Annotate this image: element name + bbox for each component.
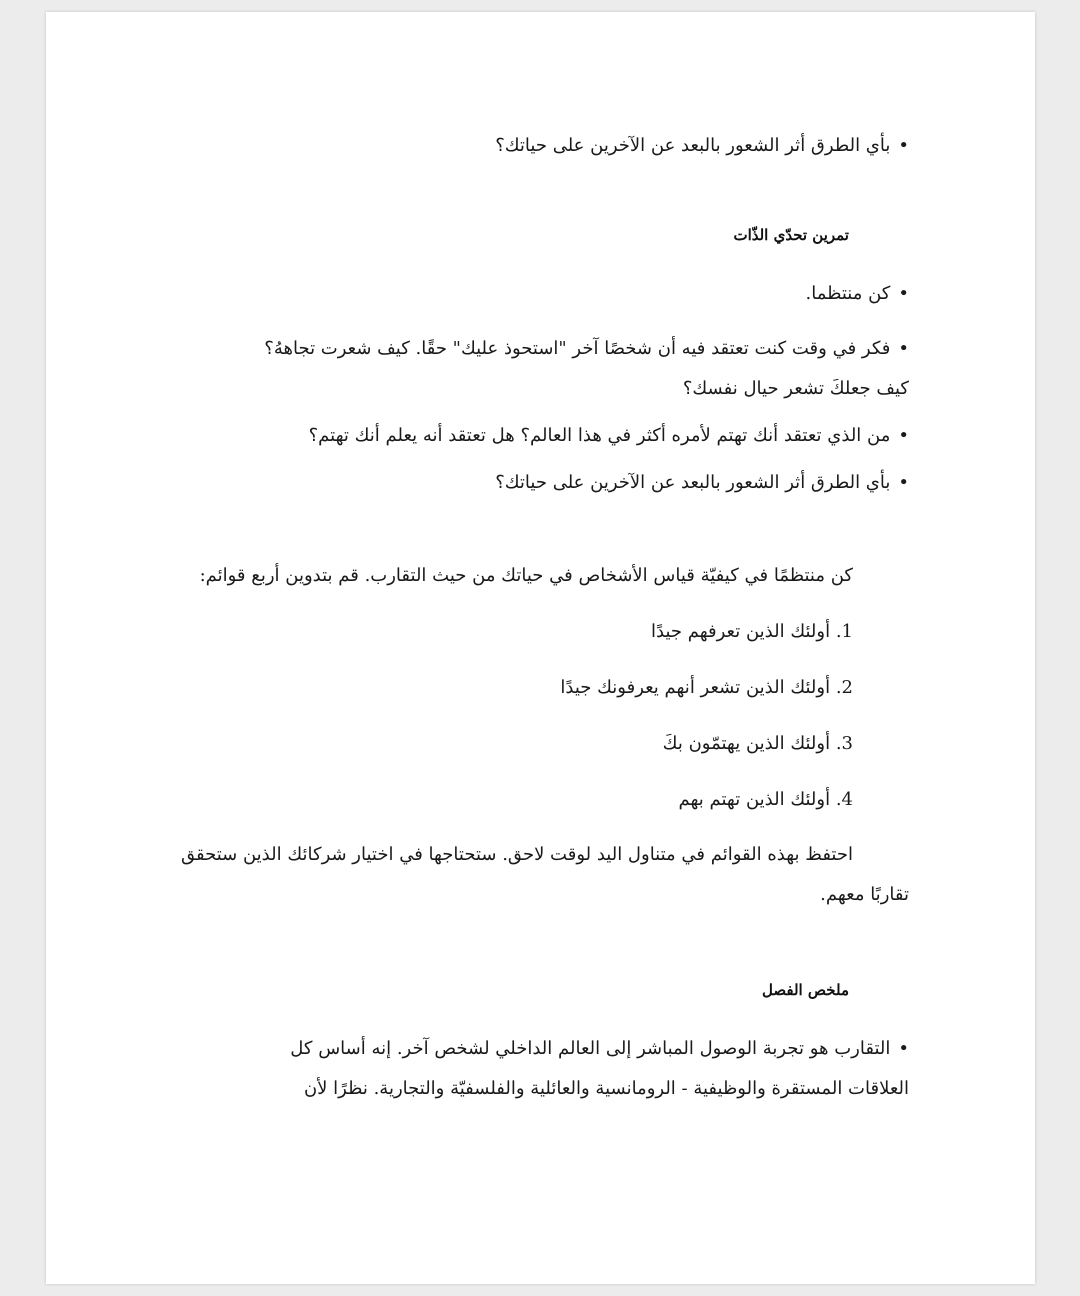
list-item-1: 1. أولئك الذين تعرفهم جيدًا xyxy=(651,621,853,642)
instructions-intro: كن منتظمًا في كيفيّة قياس الأشخاص في حياتك من حيث التقارب. قم بتدوين أربع قوائم: xyxy=(199,565,853,586)
list-item-4: 4. أولئك الذين تهتم بهم xyxy=(678,789,853,810)
summary-heading: ملخص الفصل xyxy=(762,981,849,999)
exercise-bullet-3: •من الذي تعتقد أنك تهتم لأمره أكثر في هذا العالم؟ هل تعتقد أنه يعلم أنك تهتم؟ xyxy=(309,419,909,453)
instructions-outro-line1: احتفظ بهذه القوائم في متناول اليد لوقت لاحق. ستحتاجها في اختيار شركائك الذين ستحقق xyxy=(181,844,853,865)
exercise-heading: تمرين تحدّي الذّات xyxy=(733,226,849,244)
exercise-bullet-2: •فكر في وقت كنت تعتقد فيه أن شخصًا آخر "استحوذ عليك" حقًا. كيف شعرت تجاههُ؟ xyxy=(264,332,909,366)
summary-bullet-line1: •التقارب هو تجربة الوصول المباشر إلى العالم الداخلي لشخص آخر. إنه أساس كل xyxy=(290,1032,909,1066)
exercise-bullet-4: •بأي الطرق أثر الشعور بالبعد عن الآخرين على حياتك؟ xyxy=(495,466,909,500)
bullet-marker: • xyxy=(898,135,909,156)
bullet-marker: • xyxy=(898,425,909,446)
list-item-3: 3. أولئك الذين يهتمّون بكَ xyxy=(662,733,853,754)
bullet-marker: • xyxy=(898,1038,909,1059)
exercise-bullet-2-continuation: كيف جعلكَ تشعر حيال نفسك؟ xyxy=(682,378,909,399)
bullet-item: •بأي الطرق أثر الشعور بالبعد عن الآخرين على حياتك؟ xyxy=(495,129,909,163)
bullet-marker: • xyxy=(898,338,909,359)
summary-line2: العلاقات المستقرة والوظيفية - الرومانسية والعائلية والفلسفيّة والتجارية. نظرًا لأن xyxy=(303,1078,909,1099)
document-page xyxy=(46,12,1035,1284)
instructions-outro-line2: تقاربًا معهم. xyxy=(820,884,909,905)
list-item-2: 2. أولئك الذين تشعر أنهم يعرفونك جيدًا xyxy=(560,677,853,698)
bullet-marker: • xyxy=(898,283,909,304)
exercise-bullet-1: •كن منتظما. xyxy=(805,277,909,311)
bullet-marker: • xyxy=(898,472,909,493)
